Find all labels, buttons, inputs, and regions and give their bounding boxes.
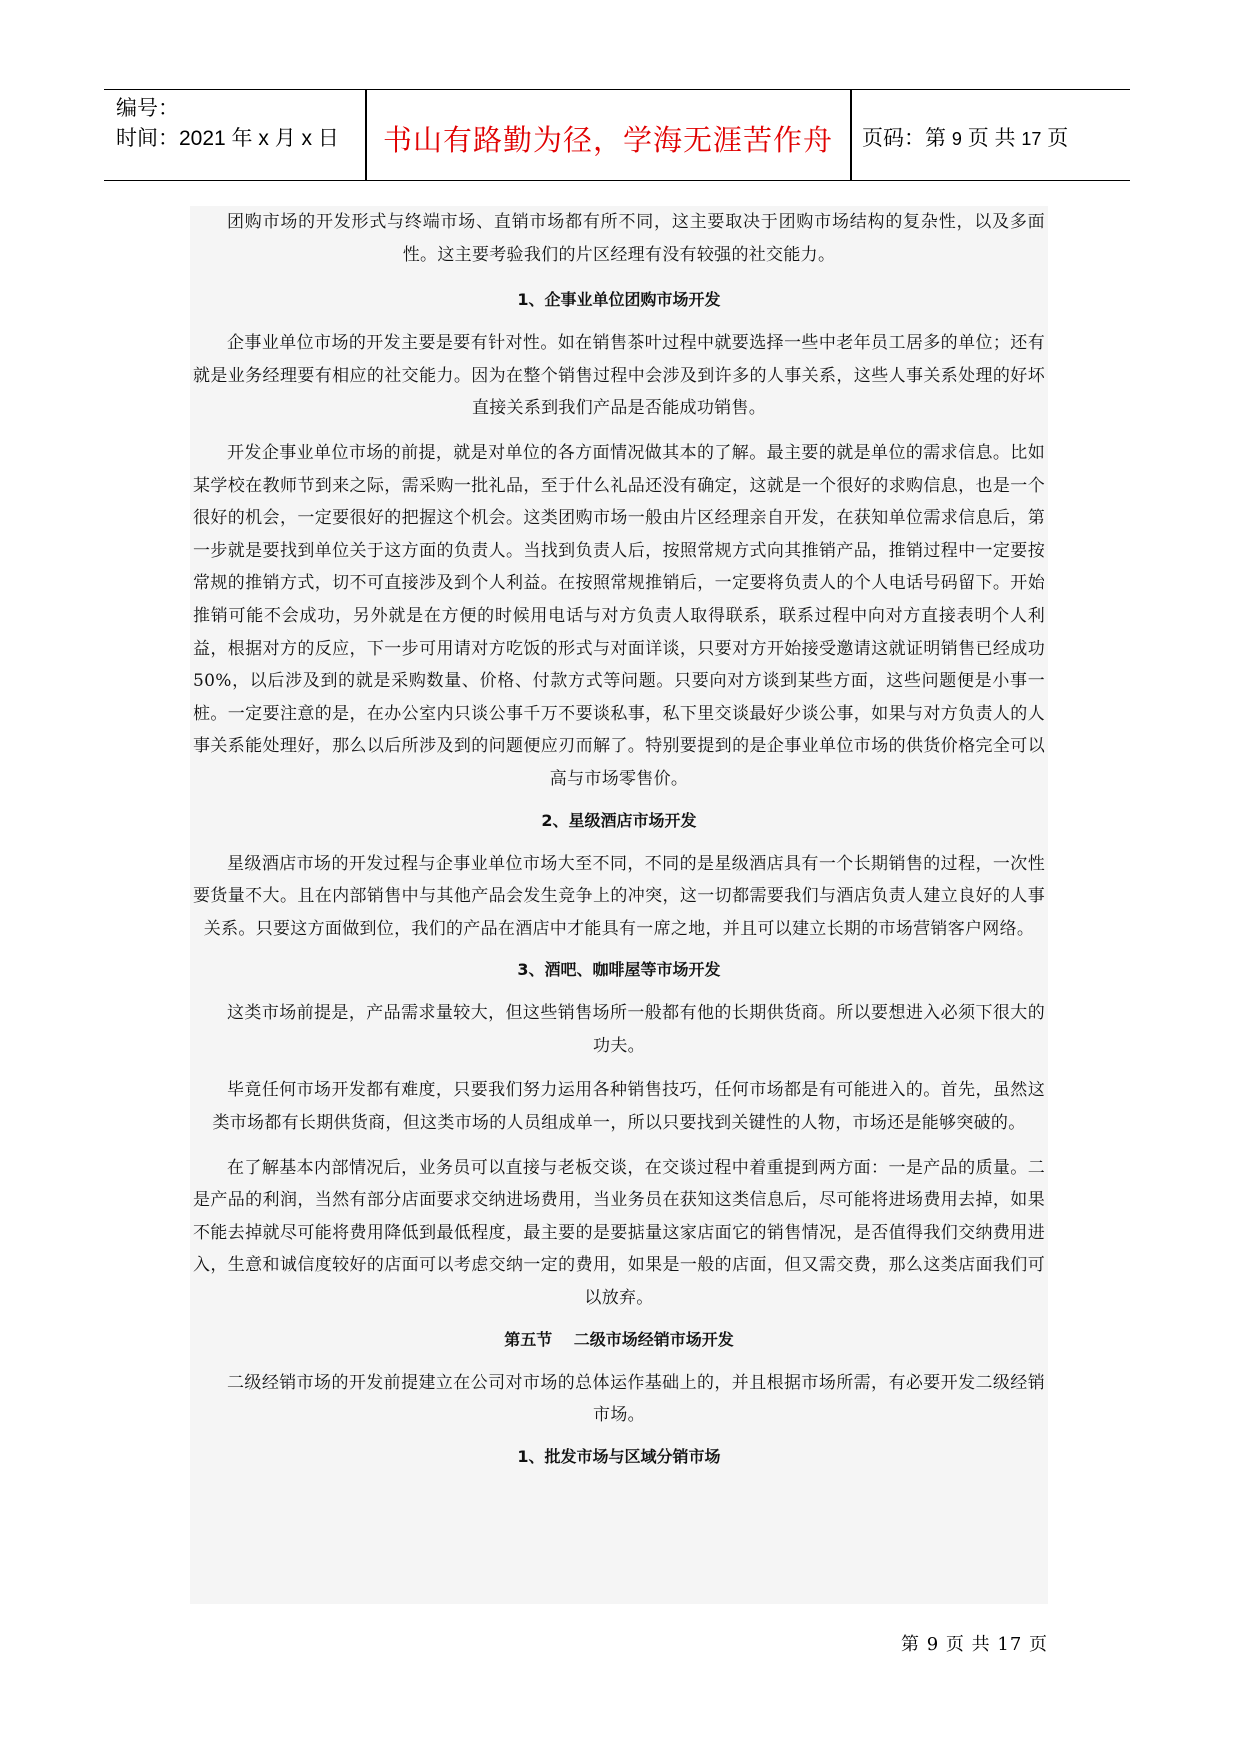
header-meta bbox=[116, 94, 339, 154]
page-mid: 页 共 bbox=[967, 127, 1016, 150]
paragraph-bar-2: 毕竟任何市场开发都有难度，只要我们努力运用各种销售技巧，任何市场都是有可能进入的。首先，虽然这类市场都有长期供货商，但这类市场的人员组成单一，所以只要找到关键性的人物，市场还是能够突破的。 bbox=[212, 1080, 1045, 1134]
page-total: 17 bbox=[1021, 129, 1042, 149]
header-divider-right bbox=[850, 90, 852, 180]
header-page-indicator bbox=[862, 122, 1068, 152]
page-header bbox=[104, 89, 1130, 181]
header-motto: 书山有路勤为径，学海无涯苦作舟 bbox=[382, 123, 833, 157]
section-heading-1: 1、企事业单位团购市场开发 bbox=[517, 290, 721, 310]
document-body bbox=[190, 206, 1048, 1604]
section-heading-3: 3、酒吧、咖啡屋等市场开发 bbox=[517, 960, 721, 980]
document-number-label: 编号： bbox=[116, 97, 179, 120]
page-prefix: 页码：第 bbox=[862, 127, 946, 150]
paragraph-hotel: 星级酒店市场的开发过程与企事业单位市场大至不同，不同的是星级酒店具有一个长期销售的过程，一次性要货量不大。且在内部销售中与其他产品会发生竞争上的冲突，这一切都需要我们与酒店负责人建立良好的人事关系。只要这方面做到位，我们的产品在酒店中才能具有一席之地，并且可以建立长期的市场营销客户网络。 bbox=[193, 853, 1045, 939]
page-suffix: 页 bbox=[1047, 127, 1069, 150]
section-heading-2: 2、星级酒店市场开发 bbox=[541, 810, 697, 830]
chapter-heading-5: 第五节 二级市场经销市场开发 bbox=[504, 1329, 734, 1349]
paragraph-secondary-market: 二级经销市场的开发前提建立在公司对市场的总体运作基础上的，并且根据市场所需，有必要开发二级经销市场。 bbox=[227, 1372, 1045, 1426]
document-time-label: 时间：2021 年 x 月 x 日 bbox=[116, 127, 339, 150]
intro-paragraph: 团购市场的开发形式与终端市场、直销市场都有所不同，这主要取决于团购市场结构的复杂性，以及多面性。这主要考验我们的片区经理有没有较强的社交能力。 bbox=[227, 212, 1045, 265]
paragraph-enterprise-2: 开发企事业单位市场的前提，就是对单位的各方面情况做其本的了解。最主要的就是单位的需求信息。比如某学校在教师节到来之际，需采购一批礼品，至于什么礼品还没有确定，这就是一个很好的求购信息，也是一个很好的机会，一定要很好的把握这个机会。这类团购市场一般由片区经理亲自开发，在获知单位需求信息后，第一步就是要找到单位关于这方面的负责人。当找到负责人后，按照常规方式向其推销产品，推销过程中一定要按常规的推销方式，切不可直接涉及到个人利益。在按照常规推销后，一定要将负责人的个人电话号码留下。开始推销可能不会成功，另外就是在方便的时候用电话与对方负责人取得联系，联系过程中向对方直接表明个人利益，根据对方的反应，下一步可用请对方吃饭的形式与对面详谈，只要对方开始接受邀请这就证明销售已经成功 50%，以后涉及到的就是采购数量、价格、付款方式等问题。只要向对方谈到某些方面，这些问题便是小事一桩。一定要注意的是，在办公室内只谈公事千万不要谈私事，私下里交谈最好少谈公事，如果与对方负责人的人事关系能处理好，那么以后所涉及到的问题便应刃而解了。特别要提到的是企事业单位市场的供货价格完全可以高与市场零售价。 bbox=[193, 442, 1045, 789]
section-heading-wholesale: 1、批发市场与区域分销市场 bbox=[517, 1446, 721, 1466]
page-footer: 第 9 页 共 17 页 bbox=[901, 1634, 1048, 1655]
page-current: 9 bbox=[951, 129, 962, 149]
paragraph-bar-1: 这类市场前提是，产品需求量较大，但这些销售场所一般都有他的长期供货商。所以要想进入必须下很大的功夫。 bbox=[227, 1003, 1045, 1056]
document-text bbox=[193, 206, 1045, 1472]
paragraph-enterprise-1: 企事业单位市场的开发主要是要有针对性。如在销售茶叶过程中就要选择一些中老年员工居多的单位；还有就是业务经理要有相应的社交能力。因为在整个销售过程中会涉及到许多的人事关系，这些人事关系处理的好坏直接关系到我们产品是否能成功销售。 bbox=[193, 333, 1045, 419]
paragraph-bar-3: 在了解基本内部情况后，业务员可以直接与老板交谈，在交谈过程中着重提到两方面：一是产品的质量。二是产品的利润，当然有部分店面要求交纳进场费用，当业务员在获知这类信息后，尽可能将进场费用去掉，如果不能去掉就尽可能将费用降低到最低程度，最主要的是要掂量这家店面它的销售情况，是否值得我们交纳费用进入，生意和诚信度较好的店面可以考虑交纳一定的费用，如果是一般的店面，但又需交费，那么这类店面我们可以放弃。 bbox=[193, 1157, 1045, 1309]
